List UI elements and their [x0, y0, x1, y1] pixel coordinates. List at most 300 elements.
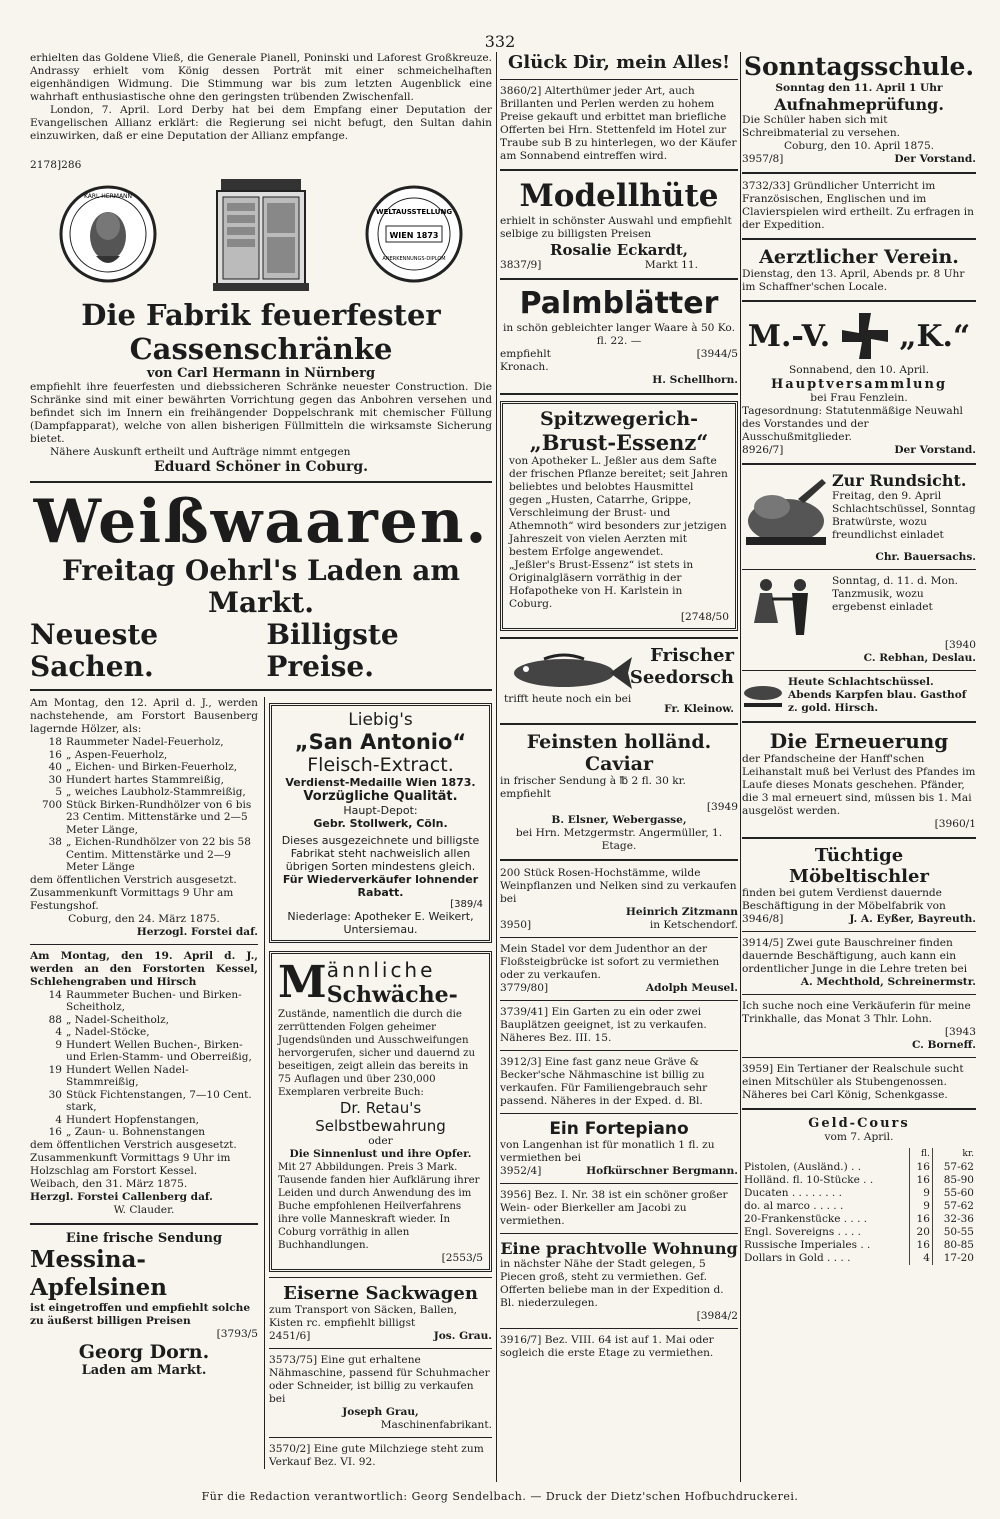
safe-body: empfiehlt ihre feuerfesten und diebssicheren Schränke neuester Construction. Die Schränke sind mit einer bewährten Vorrichtung gegen das Anbohren versehen und befindet sich im Innern ein freihängender Doppelschrank mit chemischer Füllung (Dampfapparat), welche von allen bisherigen Füllmitteln die wirksamste Sicherung bietet.	[30, 381, 492, 445]
bauschreiner-ad	[742, 937, 976, 989]
mvk-sign: Der Vorstand.	[894, 444, 976, 456]
sack-title: Eiserne Sackwagen	[283, 1283, 478, 1304]
unterricht-ad: 3732/33] Gründlicher Unterricht im Französischen, Englischen und im Clavierspielen wird ertheilt. Zu erfragen in der Expedition.	[742, 180, 974, 231]
mvk-left: M.-V.	[747, 318, 831, 354]
sack-name: Jos. Grau.	[433, 1330, 492, 1342]
maenn-initial: M	[278, 957, 327, 1008]
ad-ref: [3949	[706, 801, 738, 813]
item-cell: Hundert Wellen Buchen-, Birken- und Erlen-Stamm- und Oberreißig,	[66, 1038, 252, 1063]
spitz-title: Spitzwegerich-	[539, 408, 699, 430]
ad-ref: 3779/80]	[500, 982, 549, 994]
sausage-icon	[742, 681, 788, 711]
divider	[500, 723, 738, 725]
auction-date: Coburg, den 24. März 1875.	[68, 912, 220, 925]
sonntagsschule-ad	[742, 52, 976, 166]
divider	[500, 1113, 738, 1114]
item-cell: Stück Birken-Rundhölzer von 6 bis 23 Centim. Mittenstärke und 2—5 Meter Länge,	[66, 798, 252, 836]
liebig-ad	[269, 703, 492, 943]
divider	[500, 1183, 738, 1184]
modellhuete-ad	[500, 177, 738, 272]
wood-auction-2	[30, 950, 258, 1217]
kreuzer-cell: 57-62	[932, 1161, 976, 1174]
maennliche-ad	[269, 951, 492, 1272]
page-number: 332	[484, 32, 516, 51]
sack-body: zum Transport von Säcken, Ballen, Kisten rc. empfiehlt billigst	[269, 1304, 458, 1329]
medal-portrait-icon	[58, 184, 158, 284]
auction-intro: Am Montag, den 19. April d. J., werden an den Forstorten Kessel, Schlehengraben und Hirsch	[30, 949, 258, 988]
florin-cell: 9	[909, 1187, 932, 1200]
divider	[269, 1348, 492, 1349]
modell-place: Markt 11.	[644, 259, 698, 271]
divider	[500, 1000, 738, 1001]
wohnung-body: in nächster Nähe der Stadt gelegen, 5 Piecen groß, steht zu vermiethen. Gef. Offerten beliebe man in der Expedition d. Bl. niederzulegen.	[500, 1258, 724, 1309]
divider	[742, 238, 976, 240]
ad-ref: 3950]	[500, 919, 532, 931]
aerzte-body: Dienstag, den 13. April, Abends pr. 8 Uhr im Schaffner'schen Locale.	[742, 268, 965, 293]
news-paragraph: erhielten das Goldene Vließ, die Generale Pianell, Poninski und Laforest Großkreuze. Andrassy erhielt vom König dessen Porträt mit einer schmeichelhaften eigenhändigen Widmung. Die Stimmung war bis zum letzten Augenblick eine wahrhaft enthusiastische ohne den geringsten trübenden Zwischenfall.	[30, 52, 492, 103]
ad-ref: 2178]286	[30, 159, 82, 171]
kurs-date: vom 7. April.	[824, 1131, 894, 1143]
maenn-body: Zustände, namentlich die durch die zerrüttenden Folgen geheimer Jugendsünden und Ausschweifungen hervorgerufen, sicher und dauernd zu beseitigen, zeigt allein das bereits in 75 Auflagen und über 230,000 Exemplaren verbreite Buch:	[278, 1009, 476, 1098]
stadel-ad	[500, 943, 738, 995]
table-row	[30, 786, 258, 799]
table-row	[742, 1252, 976, 1265]
divider	[500, 79, 738, 80]
ad-ref: 3946/8]	[742, 913, 784, 925]
liebig-l6: Haupt-Depot:	[343, 804, 418, 817]
hirsch-ad	[742, 676, 976, 715]
sonntag-sub: Sonntag den 11. April 1 Uhr	[775, 82, 943, 94]
column-middle	[500, 52, 738, 1482]
liebig-l7: Gebr. Stollwerk, Cöln.	[313, 817, 448, 830]
table-row	[30, 761, 258, 774]
news-section	[30, 52, 492, 143]
safe-title: Die Fabrik feuerfester Cassenschränke	[81, 298, 441, 366]
divider	[742, 1108, 976, 1110]
ad-ref: [389/4	[450, 899, 483, 910]
ad-ref: [3984/2	[696, 1310, 738, 1322]
divider	[500, 1328, 738, 1329]
maenn-book: Dr. Retau's Selbstbewahrung	[315, 1099, 446, 1135]
table-row	[30, 1014, 258, 1027]
garten-ad: 3739/41] Ein Garten zu ein oder zwei Bauplätzen geeignet, ist zu verkaufen. Näheres Bez. III. 15.	[500, 1006, 707, 1044]
palm-title: Palmblätter	[519, 286, 719, 321]
seedorsch-ad	[500, 645, 738, 717]
table-row	[30, 1089, 258, 1114]
mvk-body: Tagesordnung: Statutenmäßige Neuwahl des Vorstandes und der Ausschußmitglieder.	[742, 405, 963, 443]
table-row	[742, 1200, 976, 1213]
ziege-ad: 3570/2] Eine gute Milchziege steht zum Verkauf Bez. VI. 92.	[269, 1443, 484, 1468]
divider	[742, 931, 976, 932]
table-row	[30, 1064, 258, 1089]
safe-icon	[213, 175, 309, 293]
sonntag-sign: Der Vorstand.	[894, 153, 976, 165]
mvk-bei: bei Frau Fenzlein.	[810, 392, 908, 404]
currency-cell: Pistolen, (Ausländ.) . .	[744, 1161, 862, 1173]
keller-ad: 3956] Bez. I. Nr. 38 ist ein schöner großer Wein- oder Bierkeller am Jacobi zu vermiethen.	[500, 1189, 728, 1227]
liebig-l9: Für Wiederverkäufer lohnender Rabatt.	[282, 873, 479, 899]
ad-ref: 2451/6]	[269, 1330, 311, 1342]
auction-sign: Herzogl. Forstei daf.	[136, 925, 258, 938]
erneuerung-title: Die Erneuerung	[769, 729, 949, 753]
naeh-body: 3573/75] Eine gut erhaltene Nähmaschine, passend für Schuhmacher oder Schneider, ist billig zu verkaufen bei	[269, 1354, 490, 1405]
sonntag-body: Die Schüler haben sich mit Schreibmaterial zu versehen.	[742, 114, 901, 139]
divider	[30, 1223, 258, 1225]
maenn-title: ännliche	[326, 958, 436, 982]
quantity-cell: 700	[41, 798, 62, 811]
glueck-body: 3860/2] Alterthümer jeder Art, auch Brillanten und Perlen werden zu hohem Preise gekauft und erbittet man briefliche Offerten bei Hrn. Stettenfeld im Hotel zur Traube sub B zu hinterlegen, wo der Käufer am Sonnabend eintreffen wird.	[500, 85, 737, 162]
iron-cross-icon	[842, 313, 888, 359]
orange-ad	[30, 1231, 258, 1378]
quantity-cell: 16	[48, 1126, 62, 1138]
mvk-title: Hauptversammlung	[770, 377, 948, 392]
table-row	[30, 736, 258, 749]
moebel-title: Tüchtige Möbeltischler	[789, 845, 929, 887]
ad-ref: [3944/5	[696, 348, 738, 360]
sonntag-sub2: Aufnahmeprüfung.	[774, 95, 944, 114]
item-cell: Raummeter Buchen- und Birken-Scheitholz,	[66, 988, 242, 1013]
divider	[742, 569, 976, 570]
ad-ref: 3952/4]	[500, 1165, 542, 1177]
auction-sign: W. Clauder.	[113, 1203, 175, 1216]
currency-cell: Holländ. fl. 10-Stücke . .	[744, 1174, 874, 1186]
wood-table	[30, 989, 258, 1139]
florin-cell: 16	[909, 1161, 932, 1174]
item-cell: Stück Fichtenstangen, 7—10 Cent. stark,	[66, 1088, 252, 1113]
moebel-ad	[742, 845, 976, 926]
maenn-rest: Mit 27 Abbildungen. Preis 3 Mark. Tausende fanden hier Aufklärung ihrer Leiden und durch Anwendung des im Buche empfohlenen Heilverfahrens ihre volle Manneskraft wieder. In Coburg vorräthig in allen Buchhandlungen.	[278, 1162, 480, 1251]
quantity-cell: 30	[48, 1088, 62, 1101]
forestry-column	[30, 697, 258, 1469]
caviar-name: B. Elsner, Webergasse,	[551, 814, 687, 826]
aerzte-title: Aerztlicher Verein.	[759, 246, 959, 268]
caviar-body: in frischer Sendung à ℔ 2 fl. 30 kr. empfiehlt	[500, 775, 686, 800]
florin-cell: 9	[909, 1200, 932, 1213]
caviar-ad	[500, 731, 738, 853]
table-row	[742, 1187, 976, 1200]
weisswaaren-ad	[30, 489, 492, 683]
column-header: kr.	[932, 1148, 976, 1161]
divider	[500, 169, 738, 171]
news-paragraph: London, 7. April. Lord Derby hat bei dem Empfang einer Deputation der Evangelischen Allianz erklärt: die Regierung sei nicht befugt, den Sultan dahin einzuwirken, daß er eine Deputation der Allianz empfange.	[30, 104, 492, 142]
mvk-right: „K.“	[899, 318, 971, 354]
item-cell: Raummeter Nadel-Feuerholz,	[66, 736, 224, 748]
table-row	[30, 774, 258, 787]
divider	[742, 837, 976, 839]
quantity-cell: 5	[55, 786, 62, 798]
verk-body: Ich suche noch eine Verkäuferin für meine Trinkhalle, das Monat 3 Thlr. Lohn.	[742, 1000, 971, 1025]
spitz-tail: „Jeßler's Brust-Essenz“ ist stets in Originalgläsern vorräthig in der Hofapotheke von H. Karlstein in Coburg.	[509, 559, 694, 610]
weisswaaren-title: Weißwaaren.	[33, 487, 489, 557]
naeh-sub: Maschinenfabrikant.	[380, 1419, 492, 1431]
table-row	[30, 836, 258, 874]
liebig-l10: Niederlage: Apotheker E. Weikert, Untersiemau.	[287, 910, 474, 936]
divider	[30, 944, 258, 945]
ad-ref: [2553/5	[441, 1252, 483, 1264]
fisch-title: Frischer Seedorsch	[629, 645, 734, 688]
naehmaschine-ad	[269, 1354, 492, 1432]
table-row	[30, 1126, 258, 1139]
verkaeuferin-ad	[742, 1000, 976, 1052]
currency-cell: Engl. Sovereigns . . . .	[744, 1226, 862, 1238]
safe-agent: Eduard Schöner in Coburg.	[153, 459, 369, 475]
stadel-body: Mein Stadel vor dem Judenthor an der Floßsteigbrücke ist sofort zu vermiethen oder zu verkaufen.	[500, 943, 720, 981]
florin-cell: 16	[909, 1174, 932, 1187]
rosen-place: in Ketschendorf.	[649, 919, 738, 931]
moebel-body: finden bei gutem Verdienst dauernde Beschäftigung in der Möbelfabrik von	[742, 887, 946, 912]
spitzwegerich-ad	[500, 401, 738, 631]
fisch-body: trifft heute noch ein bei	[504, 693, 632, 705]
liebig-l3: Fleisch-Extract.	[307, 754, 454, 776]
kreuzer-cell: 17-20	[932, 1252, 976, 1265]
verk-name: C. Borneff.	[911, 1039, 976, 1051]
item-cell: Hundert Hopfenstangen,	[66, 1113, 199, 1126]
item-cell: „ Eichen- und Birken-Feuerholz,	[66, 761, 238, 773]
ad-ref: [3943	[944, 1026, 976, 1038]
bauschreiner-body: 3914/5] Zwei gute Bauschreiner finden dauernde Beschäftigung, auch kann ein ordentlicher Junge in die Lehre treten bei	[742, 937, 968, 975]
maenn-title2: Schwäche-	[326, 982, 458, 1008]
divider	[742, 1057, 976, 1058]
glueck-title: Glück Dir, mein Alles!	[508, 52, 730, 73]
weisswaaren-line2: Neueste Sachen.	[30, 618, 159, 683]
liebig-title: „San Antonio“	[294, 730, 467, 754]
piano-name: Hofkürschner Bergmann.	[586, 1165, 738, 1177]
quantity-cell: 19	[48, 1063, 62, 1076]
caviar-title: Feinsten holländ. Caviar	[526, 731, 712, 775]
footer-imprint: Für die Redaction verantwortlich: Georg Sendelbach. — Druck der Dietz'schen Hofbuchdruckerei.	[201, 1490, 799, 1503]
wood-table	[30, 736, 258, 874]
table-row	[742, 1174, 976, 1187]
auction-date: Weibach, den 31. März 1875.	[30, 1177, 188, 1190]
florin-cell: 16	[909, 1239, 932, 1252]
fortepiano-ad	[500, 1119, 738, 1178]
wohnung-ad	[500, 1239, 738, 1323]
divider	[500, 1233, 738, 1234]
wohnung-title: Eine prachtvolle Wohnung	[500, 1239, 738, 1258]
sackwagen-ad	[269, 1283, 492, 1343]
item-cell: „ Aspen-Feuerholz,	[66, 748, 168, 761]
kreuzer-cell: 80-85	[932, 1239, 976, 1252]
etage-ad: 3916/7] Bez. VIII. 64 ist auf 1. Mai oder sogleich die erste Etage zu vermiethen.	[500, 1334, 714, 1359]
divider	[500, 393, 738, 395]
column-header: fl.	[909, 1148, 932, 1161]
quantity-cell: 18	[48, 736, 62, 748]
quantity-cell: 38	[48, 836, 62, 848]
item-cell: „ weiches Laubholz-Stammreißig,	[66, 786, 246, 798]
divider	[500, 637, 738, 639]
wood-auction-1	[30, 697, 258, 939]
table-row	[30, 1114, 258, 1127]
medal-exhibition-icon	[364, 184, 464, 284]
divider	[742, 463, 976, 465]
kurs-title: Geld-Cours	[808, 1116, 910, 1131]
column-left	[30, 52, 492, 1482]
maenn-oder: oder	[368, 1135, 393, 1147]
mvk-ad	[742, 308, 976, 457]
butcher-icon	[742, 471, 832, 551]
hirsch-body: Heute Schlachtschüssel. Abends Karpfen blau. Gasthof z. gold. Hirsch.	[788, 676, 967, 714]
table-row	[742, 1161, 976, 1174]
modell-title: Modellhüte	[519, 178, 719, 214]
currency-cell: do. al marco . . . . .	[744, 1200, 844, 1212]
medal-text: WIEN 1873	[389, 231, 439, 240]
tertianer-ad: 3959] Ein Tertianer der Realschule sucht einen Mitschüler als Stubengenossen. Näheres bei Carl König, Schenkgasse.	[742, 1063, 964, 1101]
kreuzer-cell: 50-55	[932, 1226, 976, 1239]
fisch-name: Fr. Kleinow.	[664, 703, 734, 715]
item-cell: Hundert Wellen Nadel-Stammreißig,	[66, 1063, 189, 1088]
divider	[742, 172, 976, 174]
dancers-icon	[742, 575, 832, 639]
table-row	[742, 1226, 976, 1239]
florin-cell: 20	[909, 1226, 932, 1239]
tanz-body: Sonntag, d. 11. d. Mon. Tanzmusik, wozu ergebenst einladet	[832, 575, 959, 613]
exchange-rate-table	[742, 1148, 976, 1265]
ad-ref: [3960/1	[934, 818, 976, 830]
divider	[30, 689, 492, 691]
ad-ref: [2748/50	[680, 611, 729, 623]
moebel-name: J. A. Eyßer, Bayreuth.	[849, 913, 976, 925]
divider	[500, 1050, 738, 1051]
currency-cell: Dollars in Gold . . . .	[744, 1252, 851, 1264]
item-cell: „ Nadel-Stöcke,	[66, 1026, 150, 1038]
sonntag-title: Sonntagsschule.	[743, 52, 975, 81]
rundsicht-title: Zur Rundsicht.	[832, 471, 967, 490]
auction-sign: Herzgl. Forstei Callenberg daf.	[30, 1190, 213, 1203]
orange-l1: Eine frische Sendung	[65, 1230, 223, 1246]
ad-ref: 8926/7]	[742, 444, 784, 456]
orange-name: Georg Dorn.	[78, 1340, 210, 1363]
naeh-name: Joseph Grau,	[342, 1406, 419, 1418]
piano-body: von Langenhan ist für monatlich 1 fl. zu vermiethen bei	[500, 1139, 715, 1164]
tanz-ad	[742, 575, 976, 639]
piano-title: Ein Fortepiano	[549, 1119, 689, 1139]
orange-body: ist eingetroffen und empfiehlt solche zu äußerst billigen Preisen	[30, 1301, 251, 1327]
aerzte-ad	[742, 246, 976, 294]
modell-body: erhielt in schönster Auswahl und empfiehlt selbige zu billigsten Preisen	[500, 215, 732, 240]
spitz-title2: „Brust-Essenz“	[529, 430, 709, 455]
quantity-cell: 88	[48, 1013, 62, 1026]
kreuzer-cell: 85-90	[932, 1174, 976, 1187]
table-row	[742, 1239, 976, 1252]
stadel-name: Adolph Meusel.	[645, 982, 738, 994]
bauschreiner-name: A. Mechthold, Schreinermstr.	[800, 976, 976, 988]
quantity-cell: 16	[48, 748, 62, 761]
auction-outro: dem öffentlichen Verstrich ausgesetzt. Zusammenkunft Vormittags 9 Uhr am Festungshof.	[30, 873, 237, 912]
divider	[742, 300, 976, 302]
quantity-cell: 14	[48, 988, 62, 1001]
quantity-cell: 40	[48, 761, 62, 773]
liebig-l1: Liebig's	[348, 710, 413, 730]
erneuerung-ad	[742, 729, 976, 831]
orange-place: Laden am Markt.	[81, 1362, 207, 1378]
safe-info: Nähere Auskunft ertheilt und Aufträge nimmt entgegen	[50, 446, 351, 458]
weisswaaren-line2: Billigste Preise.	[266, 618, 399, 683]
quantity-cell: 4	[55, 1113, 62, 1126]
medal-text: WELTAUSSTELLUNG	[376, 208, 453, 216]
auction-outro: dem öffentlichen Verstrich ausgesetzt. Zusammenkunft Vormittags 9 Uhr im Holzschlag am Forstort Kessel.	[30, 1138, 237, 1177]
ad-ref: 3837/9]	[500, 259, 542, 271]
mvk-date: Sonnabend, den 10. April.	[788, 364, 930, 376]
liebig-l8: Dieses ausgezeichnete und billigste Fabrikat steht nachweislich allen übrigen Sorten mindestens gleich.	[281, 834, 480, 873]
divider	[30, 481, 492, 483]
divider	[500, 937, 738, 938]
currency-cell: Ducaten . . . . . . . .	[744, 1187, 842, 1199]
quantity-cell: 9	[55, 1038, 62, 1051]
item-cell: „ Eichen-Rundhölzer von 22 bis 58 Centim. Mittenstärke und 2—9 Meter Länge	[66, 836, 251, 873]
palm-empf: empfiehlt	[500, 348, 551, 360]
auction-intro: Am Montag, den 12. April d. J., werden nachstehende, am Forstort Bausenberg lagernde Hölzer, als:	[30, 697, 258, 735]
table-row	[30, 1026, 258, 1039]
column-divider	[496, 52, 497, 1482]
table-row	[30, 749, 258, 762]
divider	[500, 859, 738, 861]
glueck-ad	[500, 52, 738, 163]
ad-ref: [3793/5	[216, 1327, 258, 1340]
item-cell: „ Nadel-Scheitholz,	[66, 1013, 170, 1026]
rosen-ad	[500, 867, 738, 932]
palm-name: H. Schellhorn.	[652, 374, 738, 386]
maenn-sub: Die Sinnenlust und ihre Opfer.	[289, 1148, 472, 1160]
table-header	[742, 1148, 976, 1161]
liebig-l5: Vorzügliche Qualität.	[303, 789, 458, 804]
table-row	[30, 799, 258, 837]
divider	[500, 278, 738, 280]
kreuzer-cell: 32-36	[932, 1213, 976, 1226]
table-row	[30, 989, 258, 1014]
divider	[742, 721, 976, 723]
quantity-cell: 4	[55, 1026, 62, 1038]
orange-title: Messina-Apfelsinen	[30, 1245, 167, 1301]
quantity-cell: 30	[48, 773, 62, 786]
rundsicht-body: Freitag, den 9. April Schlachtschüssel, Sonntag Bratwürste, wozu freundlichst einladet	[832, 490, 976, 541]
rosen-name: Heinrich Zitzmann	[625, 906, 738, 918]
modell-name: Rosalie Eckardt,	[549, 241, 689, 259]
item-cell: „ Zaun- u. Bohnenstangen	[66, 1126, 206, 1138]
column-right	[742, 52, 976, 1482]
item-cell: Hundert hartes Stammreißig,	[66, 773, 225, 786]
medal-text: KARL HERMANN	[83, 193, 132, 200]
tanz-name: C. Rebhan, Deslau.	[863, 652, 976, 664]
divider	[269, 1277, 492, 1278]
divider	[742, 994, 976, 995]
rundsicht-name: Chr. Bauersachs.	[875, 551, 976, 563]
spitz-body: von Apotheker L. Jeßler aus dem Safte der frischen Pflanze bereitet; seit Jahren beliebtes und belobtes Hausmittel gegen „Husten, Catarrhe, Grippe, Verschleimung der Brust- und Athemnoth“ wird besonders zur jetzigen Jahreszeit von vielen Aerzten mit bestem Erfolge angewendet.	[509, 455, 728, 558]
currency-cell: Russische Imperiales . .	[744, 1239, 871, 1251]
palm-ort: Kronach.	[500, 361, 549, 373]
currency-cell: 20-Frankenstücke . . . .	[744, 1213, 868, 1225]
caviar-addr: bei Hrn. Metzgermstr. Angermüller, 1. Etage.	[515, 827, 723, 852]
safe-ad	[30, 159, 492, 475]
ad-ref: [3940	[944, 639, 976, 651]
table-row	[30, 1039, 258, 1064]
ads-subcolumn	[264, 697, 492, 1469]
liebig-l4: Verdienst-Medaille Wien 1873.	[285, 776, 476, 789]
medal-text: ANERKENNUNGS-DIPLOM	[382, 256, 446, 262]
palm-body: in schön gebleichter langer Waare à 50 Ko. fl. 22. —	[503, 322, 735, 347]
rosen-body: 200 Stück Rosen-Hochstämme, wilde Weinpflanzen und Nelken sind zu verkaufen bei	[500, 867, 737, 905]
florin-cell: 16	[909, 1213, 932, 1226]
geld-cours	[742, 1116, 976, 1265]
sonntag-date: Coburg, den 10. April 1875.	[783, 140, 935, 152]
rundsicht-ad	[742, 471, 976, 551]
weisswaaren-line1: Freitag Oehrl's Laden am Markt.	[61, 554, 461, 619]
kreuzer-cell: 55-60	[932, 1187, 976, 1200]
erneuerung-body: der Pfandscheine der Hanff'schen Leihanstalt muß bei Verlust des Pfandes im Laufe dieses Monats geschehen. Pfänder, die 3 mal erneuert sind, müssen bis 1. Mai ausgelöst werden.	[742, 753, 976, 817]
safe-maker: von Carl Hermann in Nürnberg	[146, 366, 376, 381]
florin-cell: 4	[909, 1252, 932, 1265]
kreuzer-cell: 57-62	[932, 1200, 976, 1213]
divider	[742, 670, 976, 671]
